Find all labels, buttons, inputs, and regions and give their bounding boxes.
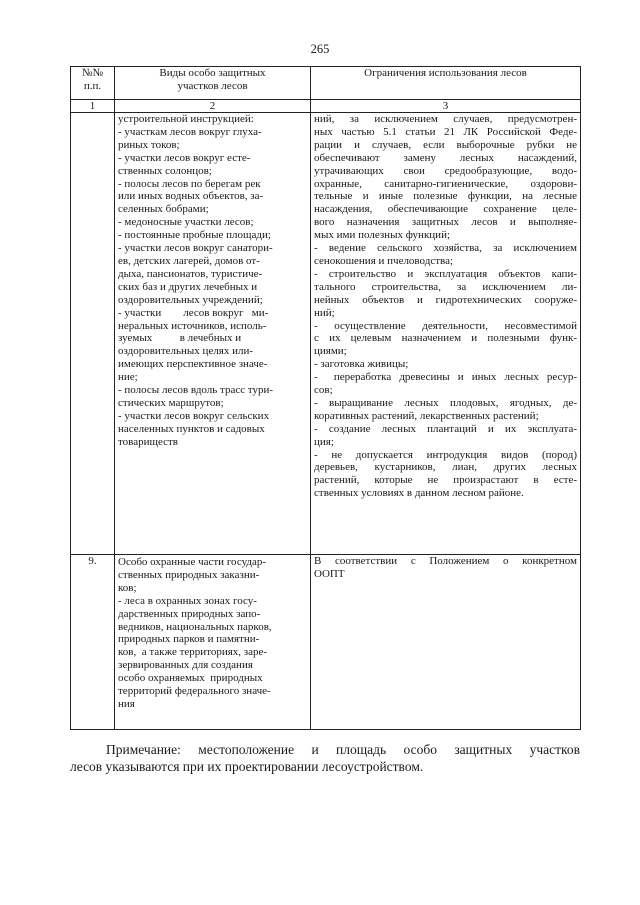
types-line: ния: [118, 697, 135, 710]
page-number: 265: [310, 42, 330, 56]
header-types: [115, 67, 311, 100]
types-line: дыха, пансионатов, туристиче-: [118, 267, 263, 280]
row-continued-number: [71, 113, 115, 555]
column-number-2: 2: [115, 100, 311, 113]
types-line: - полосы лесов по берегам рек: [118, 177, 261, 190]
restrictions-line: ственных условиях в данном лесном районе.: [314, 487, 524, 500]
types-line: неральных источников, исполь-: [118, 319, 267, 332]
restrictions-line: - строительство и эксплуатация объектов капи-: [314, 267, 577, 280]
restrictions-line: - создание лесных плантаций и их эксплуата-: [314, 422, 577, 435]
restrictions-line: растений, которые не произрастают в есте-: [314, 474, 577, 487]
restrictions-line: - не допускается интродукция видов (пород): [314, 448, 577, 461]
row-continued-restrictions: [311, 113, 581, 555]
restrictions-line: рации и случаев, если выборочные рубки не: [314, 138, 577, 151]
types-line: - постоянные пробные площади;: [118, 229, 271, 242]
restrictions-line: ных частью 5.1 статьи 21 ЛК Российской Феде-: [314, 125, 577, 138]
restrictions-line: коративных растений, лекарственных растений;: [314, 409, 539, 422]
table-row-continued: [71, 113, 581, 555]
column-number-row: [71, 100, 581, 113]
header-number-line-2: п.п.: [83, 79, 102, 92]
restrictions-line: нейных объектов и гидротехнических сооруже-: [314, 293, 577, 306]
row-9-restrictions: [311, 555, 581, 730]
types-line: имеющих перспективное значе-: [118, 358, 268, 371]
types-line: - леса в охранных зонах госу-: [118, 594, 257, 607]
types-line: - участки лесов вокруг санатори-: [118, 242, 273, 255]
restrictions-line: - выращивание лесных плодовых, ягодных, де-: [314, 396, 577, 409]
types-line: риных токов;: [118, 138, 180, 151]
types-line: дарственных природных запо-: [118, 607, 261, 620]
header-types-line-2: участков лесов: [177, 79, 248, 92]
restrictions-line: ний;: [314, 306, 335, 319]
restrictions-line: ООПТ: [314, 568, 345, 580]
restrictions-line: деревьев, кустарников, лиан, других лесных: [314, 461, 577, 474]
types-line: - участкам лесов вокруг глуха-: [118, 125, 262, 138]
types-line: ние;: [118, 371, 138, 384]
table-row-9: [71, 555, 581, 730]
row-9-number: 9.: [71, 555, 115, 730]
header-restrictions: Ограничения использования лесов: [311, 67, 581, 100]
types-line: - участки лесов вокруг есте-: [118, 151, 251, 164]
restrictions-line: мых ими полезных функций;: [314, 229, 451, 242]
types-line: ственных природных заказни-: [118, 568, 260, 581]
types-line: товариществ: [118, 435, 178, 448]
restrictions-line: ция;: [314, 435, 334, 448]
restrictions-line: - ведение сельского хозяйства, за исключением: [314, 242, 577, 255]
header-number-line-1: №№: [82, 67, 103, 79]
restrictions-line: ний, за исключением случаев, предусмотрен-: [314, 113, 577, 125]
types-line: зервированных для создания: [118, 659, 253, 672]
types-line: - участки лесов вокруг сельских: [118, 409, 270, 422]
column-number-3: 3: [311, 100, 581, 113]
restrictions-table: [70, 66, 581, 730]
types-line: - участки лесов вокруг ми-: [118, 306, 269, 319]
note-line: Примечание: местоположение и площадь особо защитных участков: [106, 742, 580, 757]
restrictions-line: - переработка древесины и иных лесных ресур-: [314, 371, 577, 384]
restrictions-line: насаждения, обеспечивающие сохранение целе-: [314, 203, 577, 216]
types-line: ков, а также территориях, заре-: [118, 646, 268, 659]
types-line: селенных бобрами;: [118, 203, 209, 216]
column-number-1: 1: [71, 100, 115, 113]
table-header-row: [71, 67, 581, 100]
types-line: особо охраняемых природных: [118, 672, 263, 685]
types-line: - полосы лесов вдоль трасс тури-: [118, 384, 274, 397]
restrictions-line: утрачивающих свои средообразующие, водо-: [314, 164, 577, 177]
types-line: населенных пунктов и садовых: [118, 422, 265, 435]
types-line: ведников, национальных парков,: [118, 620, 272, 633]
note-line: лесов указываются при их проектировании лесоустройством.: [70, 759, 424, 774]
restrictions-line: тального строительства, за исключением ли-: [314, 280, 577, 293]
types-line: природных парков и памятни-: [118, 633, 260, 646]
types-line: территорий федерального значе-: [118, 685, 271, 698]
types-line: оздоровительных учреждений;: [118, 293, 263, 306]
row-9-types: [115, 555, 311, 730]
restrictions-line: В соответствии с Положением о конкретном: [314, 555, 577, 567]
types-line: ственных солонцов;: [118, 164, 212, 177]
header-types-line-1: Виды особо защитных: [159, 67, 266, 79]
types-line: зуемых в лечебных и: [118, 332, 242, 345]
restrictions-line: циями;: [314, 345, 347, 358]
types-line: ских баз и других лечебных и: [118, 280, 258, 293]
restrictions-line: вого назначения защитных лесов и выполняе-: [314, 216, 577, 229]
restrictions-line: сов;: [314, 384, 333, 397]
types-line: Особо охранные части государ-: [118, 556, 267, 568]
header-number: [71, 67, 115, 100]
restrictions-line: тельные и иные полезные функции, на лесные: [314, 190, 577, 203]
types-line: ков;: [118, 581, 137, 594]
row-continued-types: [115, 113, 311, 555]
restrictions-line: обеспечивают замену лесных насаждений,: [314, 151, 577, 164]
types-line: - медоносные участки лесов;: [118, 216, 254, 229]
types-line: ев, детских лагерей, домов от-: [118, 254, 260, 267]
types-line: устроительной инструкцией:: [118, 113, 254, 125]
restrictions-line: - осуществление деятельности, несовместимой: [314, 319, 577, 332]
types-line: или иных водных объектов, за-: [118, 190, 264, 203]
types-line: стических маршрутов;: [118, 396, 224, 409]
types-line: оздоровительных целях или-: [118, 345, 254, 358]
restrictions-line: с их целевым назначением и полезными функ-: [314, 332, 577, 345]
note-paragraph: [70, 741, 580, 775]
restrictions-line: - заготовка живицы;: [314, 358, 409, 371]
restrictions-line: охранные, санитарно-гигиенические, оздорови-: [314, 177, 577, 190]
restrictions-line: сенокошения и пчеловодства;: [314, 254, 454, 267]
